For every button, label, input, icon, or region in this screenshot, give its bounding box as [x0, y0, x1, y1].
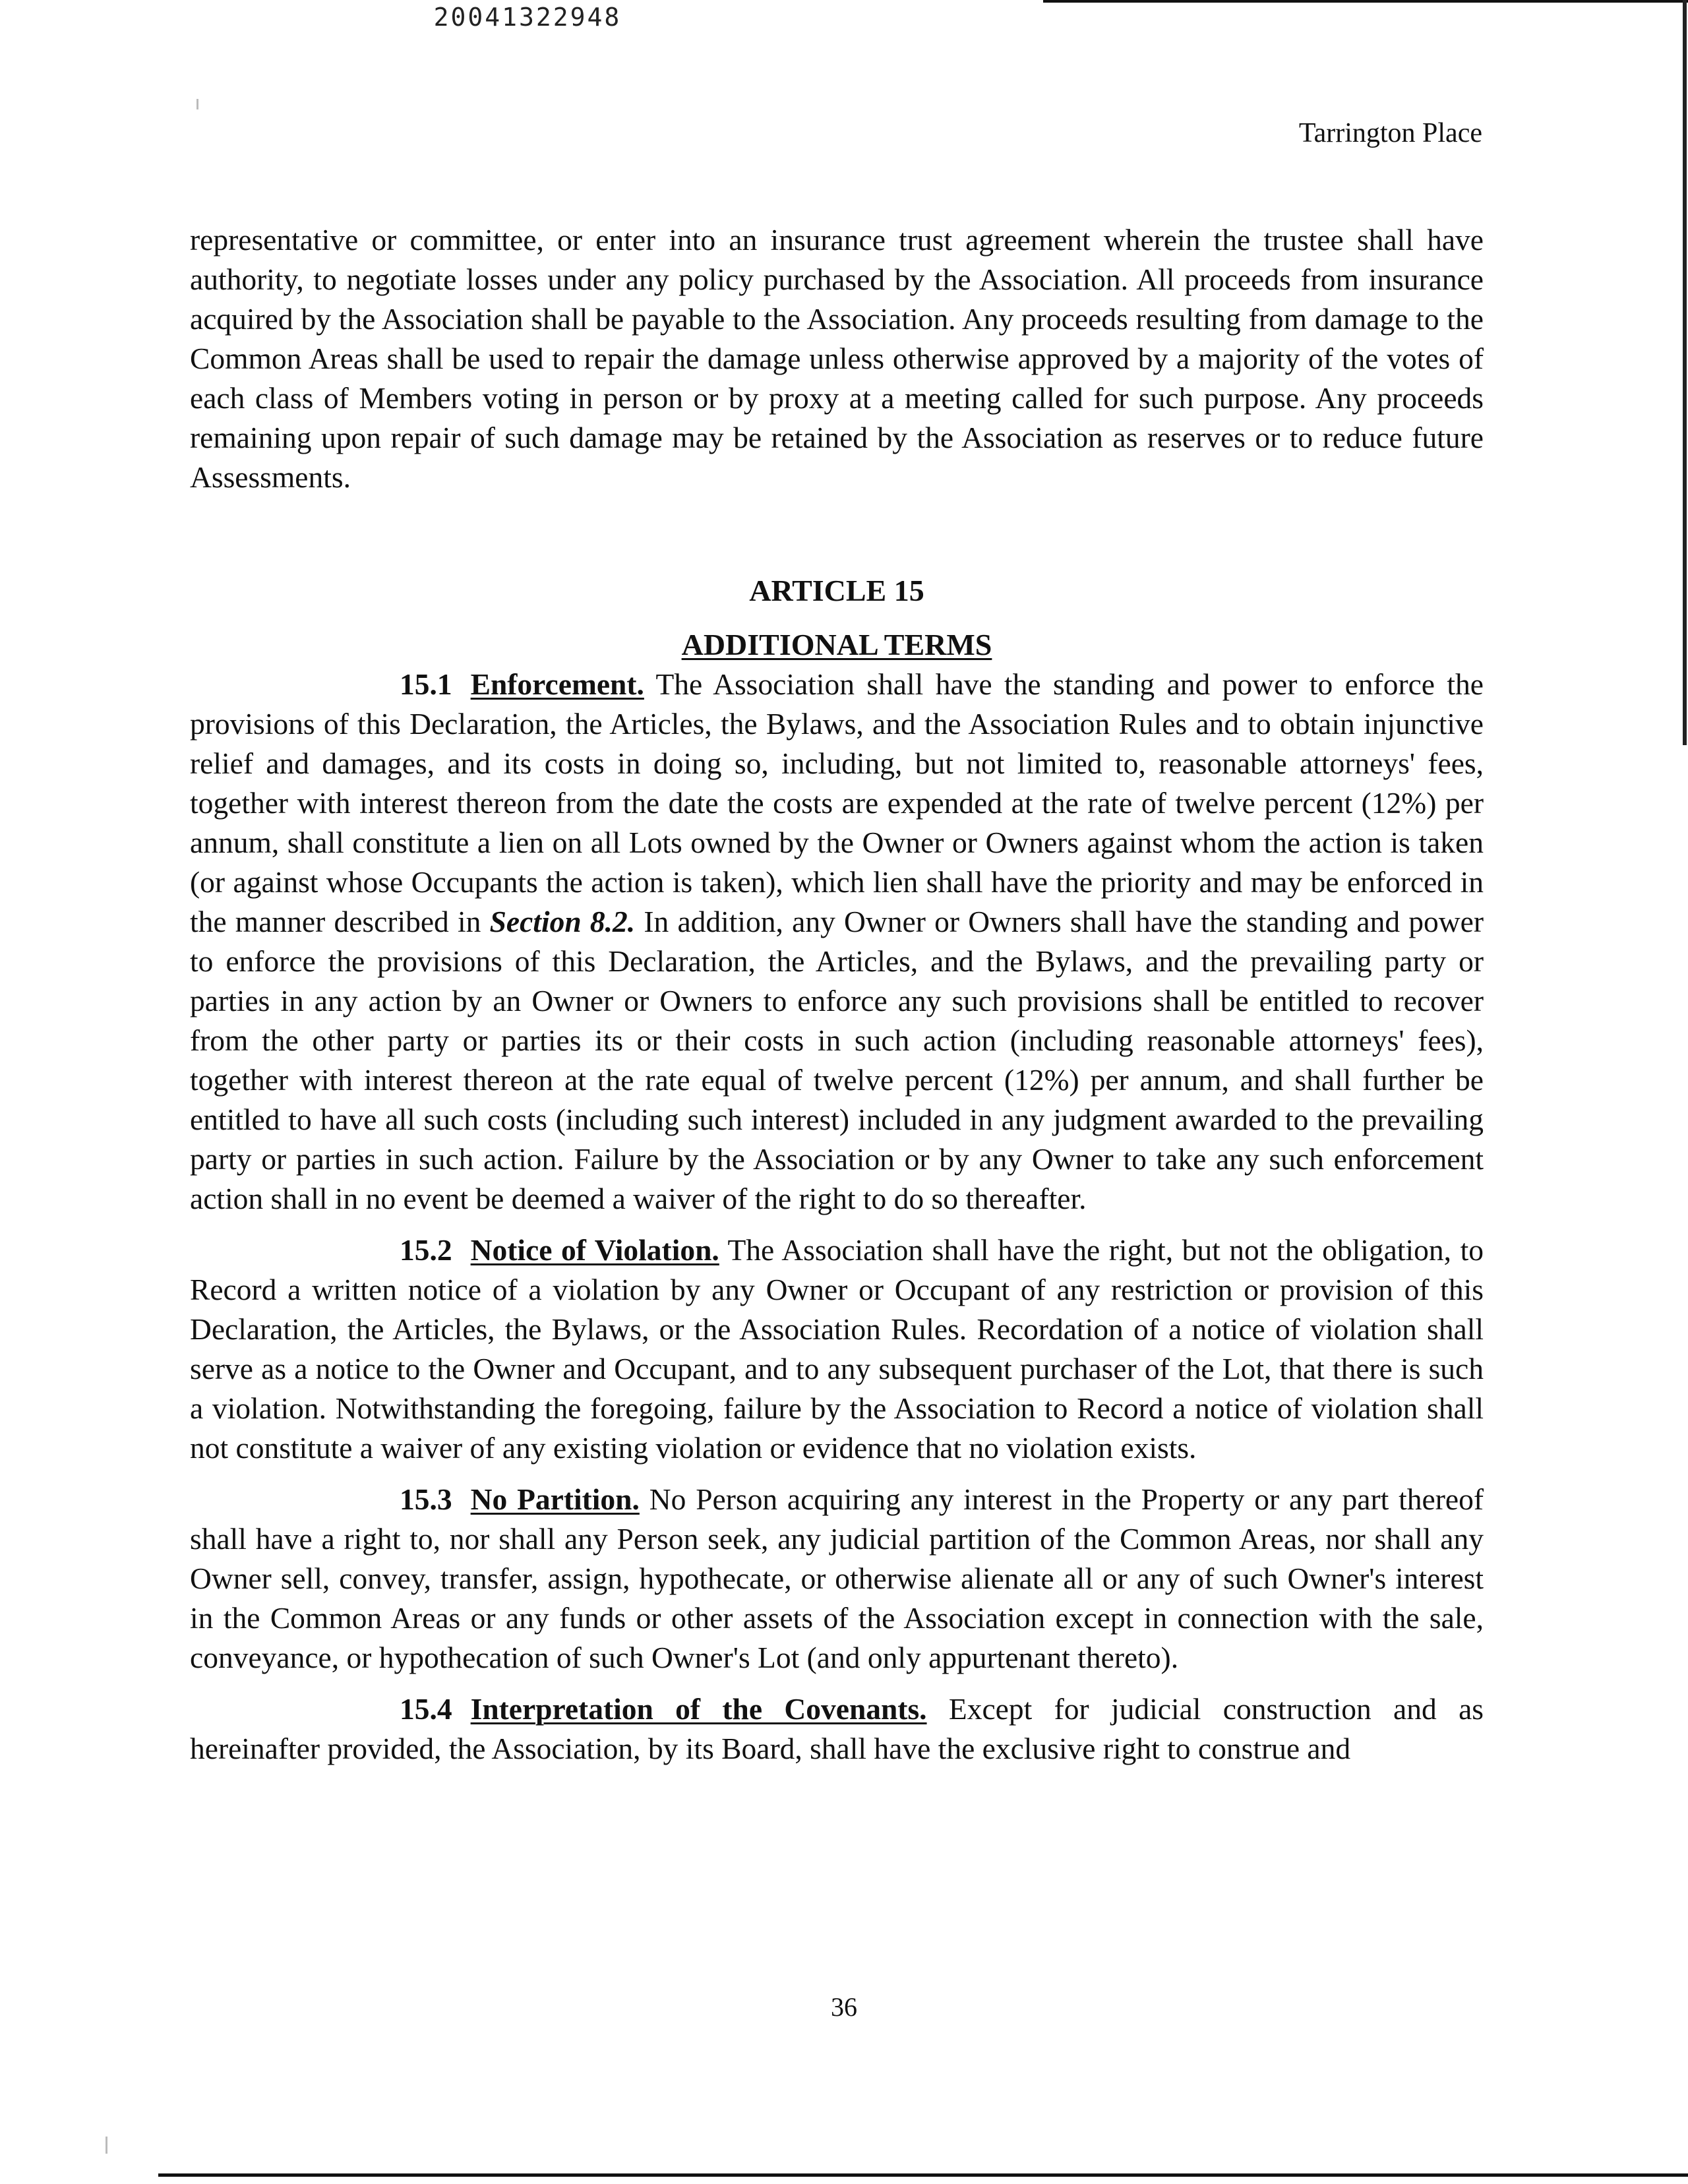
running-header: Tarrington Place: [1298, 118, 1482, 148]
scan-speck: [106, 2137, 107, 2154]
section-title: Notice of Violation.: [470, 1233, 719, 1267]
section-text: No Person acquiring any interest in the Property or any part thereof shall have a right to, nor shall any Person seek, any judicial partition of the Common Areas, nor shall any Owner sell, convey, transfer, assign, hypothecate, or otherwise alienate all or any of such Owner's interest in the Common Areas or any funds or other assets of the Association except in connection with the sale, conveyance, or hypothecation of such Owner's Lot (and only appurtenant thereto).: [190, 1482, 1484, 1674]
section-text: The Association shall have the standing and power to enforce the provisions of this Declaration, the Articles, the Bylaws, and the Association Rules and to obtain injunctive relief and damages, and its costs in doing so, including, but not limited to, reasonable attorneys' fees, together with interest thereon from the date the costs are expended at the rate of twelve percent (12%) per annum, shall constitute a lien on all Lots owned by the Owner or Owners against whom the action is taken (or against whose Occupants the action is taken), which lien shall have the priority and may be enforced in the manner described in: [190, 667, 1484, 938]
section-title: No Partition.: [470, 1482, 640, 1516]
page-number: 36: [831, 1992, 857, 2022]
continuation-paragraph: representative or committee, or enter into an insurance trust agreement wherein the trustee shall have authority, to negotiate losses under any policy purchased by the Association. All proceeds from insurance acquired by the Association shall be payable to the Association. Any proceeds resulting from damage to the Common Areas shall be used to repair the damage unless otherwise approved by a majority of the votes of each class of Members voting in person or by proxy at a meeting called for such purpose. Any proceeds remaining upon repair of such damage may be retained by the Association as reserves or to reduce future Assessments.: [190, 223, 1484, 494]
section-reference: Section 8.2.: [489, 905, 636, 938]
section-15-1: [190, 665, 1484, 1219]
section-15-3: [190, 1480, 1484, 1678]
page-body: [190, 220, 1484, 1769]
section-15-4: [190, 1689, 1484, 1769]
scan-border-top: [1043, 0, 1688, 3]
section-number: 15.4: [400, 1692, 452, 1726]
section-text: Except for judicial construction and as hereinafter provided, the Association, by its Board, shall have the exclusive right to construe and: [190, 1692, 1484, 1765]
section-title: Enforcement.: [470, 667, 644, 701]
article-title: ARTICLE 15: [749, 574, 924, 607]
article-heading: ADDITIONAL TERMS: [681, 628, 992, 661]
scan-border-bottom: [158, 2173, 1688, 2177]
section-15-2: [190, 1230, 1484, 1468]
document-number: 20041322948: [433, 3, 622, 32]
section-number: 15.3: [400, 1482, 452, 1516]
scan-speck: [196, 99, 198, 109]
section-text: The Association shall have the right, but not the obligation, to Record a written notice of a violation by any Owner or Occupant of any restriction or provision of this Declaration, the Articles, the Bylaws, or the Association Rules. Recordation of a notice of violation shall serve as a notice to the Owner and Occupant, and to any subsequent purchaser of the Lot, that there is such a violation. Notwithstanding the foregoing, failure by the Association to Record a notice of violation shall not constitute a waiver of any existing violation or evidence that no violation exists.: [190, 1233, 1484, 1465]
section-number: 15.2: [400, 1233, 452, 1267]
scan-border-right: [1683, 0, 1687, 745]
section-text: In addition, any Owner or Owners shall have the standing and power to enforce the provisions of this Declaration, the Articles, and the Bylaws, and the prevailing party or parties in any action by an Owner or Owners to enforce any such provisions shall be entitled to recover from the other party or parties its or their costs in such action (including reasonable attorneys' fees), together with interest thereon at the rate equal of twelve percent (12%) per annum, and shall further be entitled to have all such costs (including such interest) included in any judgment awarded to the prevailing party or parties in such action. Failure by the Association or by any Owner to take any such enforcement action shall in no event be deemed a waiver of the right to do so thereafter.: [190, 905, 1484, 1215]
section-title: Interpretation of the Covenants.: [470, 1692, 927, 1726]
section-number: 15.1: [400, 667, 452, 701]
